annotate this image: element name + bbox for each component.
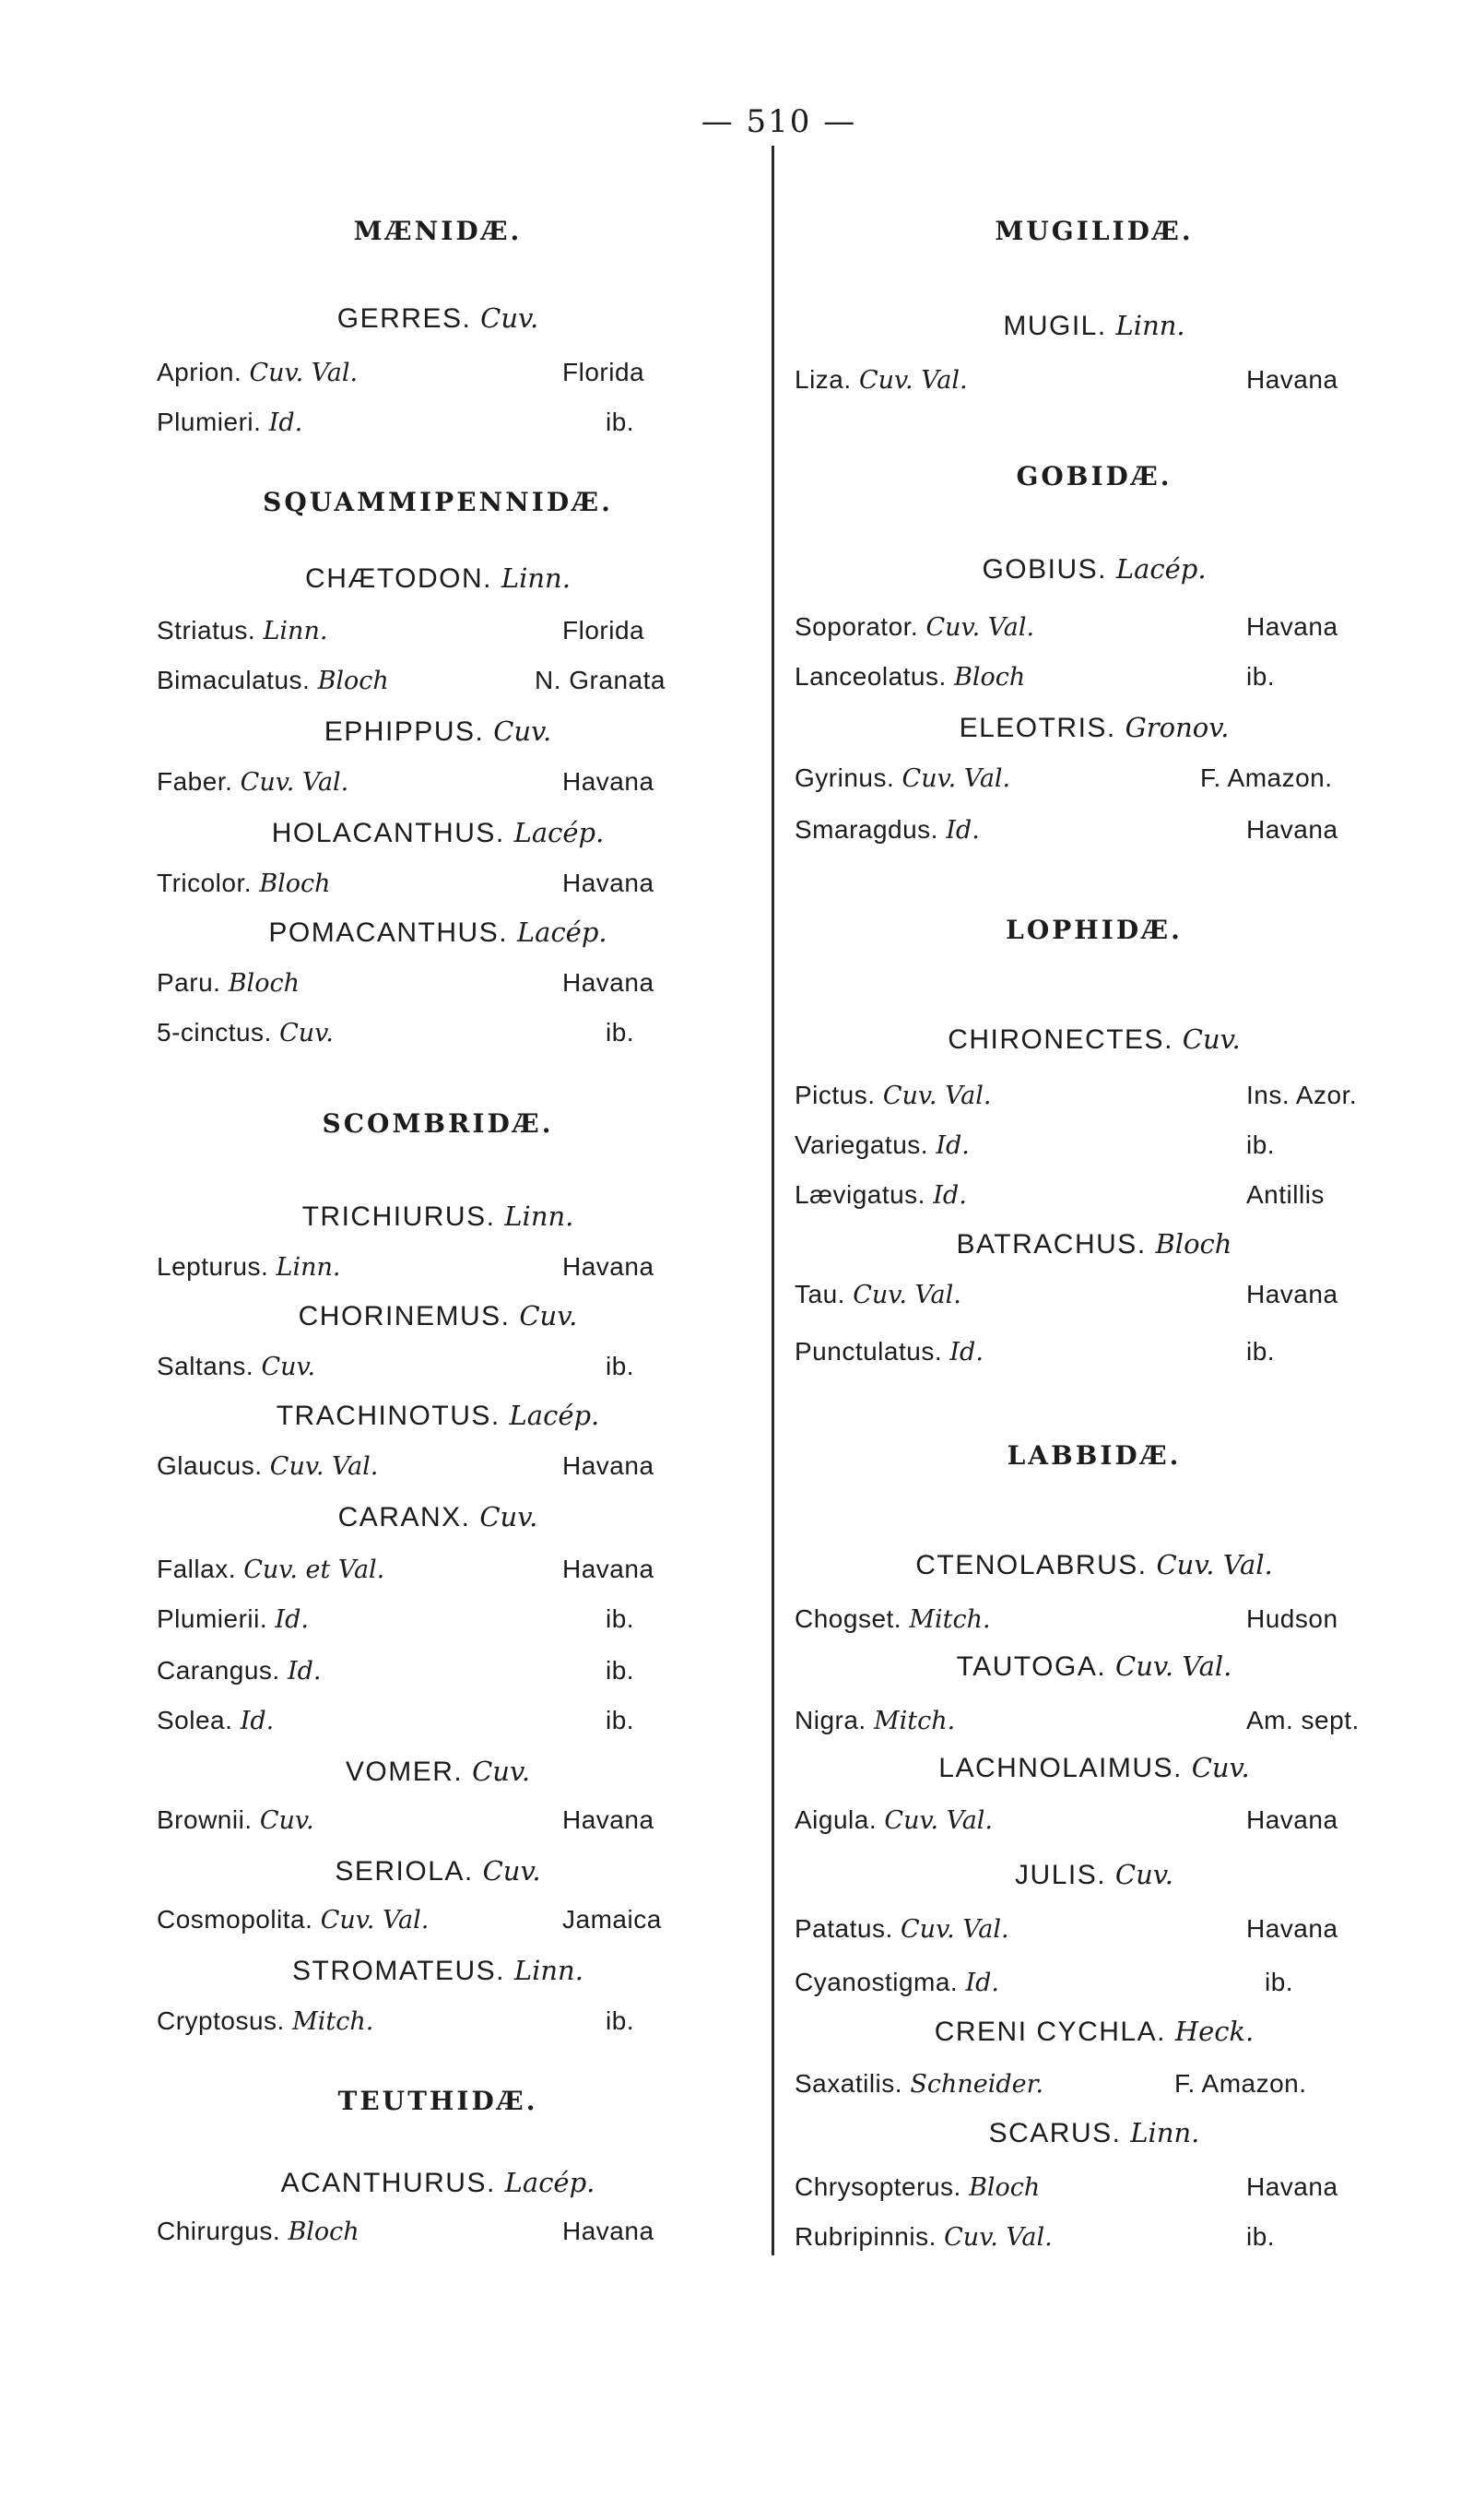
species-row: Rubripinnis. Cuv. Val. ib. (795, 2222, 1276, 2252)
species-row: Nigra. Mitch. Am. sept. (795, 1706, 1360, 1735)
species-row: Tricolor. Bloch Havana (157, 869, 654, 898)
species-row: Solea. Id. ib. (157, 1706, 635, 1735)
species-row: Gyrinus. Cuv. Val. F. Amazon. (795, 763, 1333, 793)
family-heading: SQUAMMIPENNIDÆ. (263, 487, 613, 517)
species-row: Cosmopolita. Cuv. Val. Jamaica (157, 1905, 662, 1934)
genus-heading: CTENOLABRUS. Cuv. Val. (915, 1549, 1273, 1580)
species-row: Saxatilis. Schneider. F. Amazon. (795, 2069, 1307, 2099)
genus-heading: CHIRONECTES. Cuv. (948, 1023, 1241, 1055)
family-heading: MUGILIDÆ. (995, 216, 1194, 246)
genus-heading: TRACHINOTUS. Lacép. (276, 1400, 600, 1431)
species-row: Soporator. Cuv. Val. Havana (795, 612, 1338, 642)
genus-heading: LACHNOLAIMUS. Cuv. (938, 1752, 1250, 1783)
genus-heading: SCARUS. Linn. (988, 2117, 1200, 2148)
species-row: Variegatus. Id. ib. (795, 1130, 1276, 1160)
genus-heading: VOMER. Cuv. (345, 1756, 531, 1787)
genus-heading: SERIOLA. Cuv. (335, 1855, 541, 1887)
genus-heading: JULIS. Cuv. (1015, 1859, 1173, 1890)
genus-heading: BATRACHUS. Bloch (956, 1228, 1232, 1260)
genus-heading: CHORINEMUS. Cuv. (298, 1300, 578, 1331)
genus-heading: EPHIPPUS. Cuv. (324, 716, 552, 747)
species-row: Chrysopterus. Bloch Havana (795, 2172, 1338, 2202)
genus-heading: TAUTOGA. Cuv. Val. (956, 1650, 1232, 1682)
genus-heading: CARANX. Cuv. (337, 1501, 538, 1532)
species-row: Chirurgus. Bloch Havana (157, 2217, 654, 2246)
species-row: Pictus. Cuv. Val. Ins. Azor. (795, 1081, 1358, 1110)
species-row: Smaragdus. Id. Havana (795, 815, 1338, 845)
genus-heading: CHÆTODON. Linn. (305, 562, 571, 594)
species-row: Glaucus. Cuv. Val. Havana (157, 1451, 654, 1481)
species-row: Paru. Bloch Havana (157, 968, 654, 998)
species-row: Lepturus. Linn. Havana (157, 1252, 654, 1282)
species-row: Cryptosus. Mitch. ib. (157, 2006, 635, 2036)
species-row: Aprion. Cuv. Val. Florida (157, 358, 645, 387)
family-heading: MÆNIDÆ. (353, 216, 523, 246)
genus-heading: POMACANTHUS. Lacép. (268, 917, 607, 948)
species-row: Bimaculatus. Bloch N. Granata (157, 666, 666, 695)
species-row: Chogset. Mitch. Hudson (795, 1604, 1338, 1634)
genus-heading: GERRES. Cuv. (336, 302, 539, 334)
species-row: Fallax. Cuv. et Val. Havana (157, 1555, 654, 1584)
species-row: Plumieri. Id. ib. (157, 408, 635, 437)
species-row: Cyanostigma. Id. ib. (795, 1968, 1294, 1997)
page-number: — 510 — (701, 103, 857, 140)
species-row: Patatus. Cuv. Val. Havana (795, 1914, 1338, 1944)
family-heading: LOPHIDÆ. (1006, 915, 1183, 945)
species-row: Saltans. Cuv. ib. (157, 1352, 635, 1381)
genus-heading: ELEOTRIS. Gronov. (959, 712, 1230, 743)
species-row: Brownii. Cuv. Havana (157, 1805, 654, 1835)
species-row: Lævigatus. Id. Antillis (795, 1180, 1325, 1210)
species-row: Lanceolatus. Bloch ib. (795, 662, 1276, 692)
species-row: Striatus. Linn. Florida (157, 616, 645, 645)
genus-heading: ACANTHURUS. Lacép. (280, 2167, 595, 2198)
genus-heading: HOLACANTHUS. Lacép. (271, 817, 605, 848)
family-heading: LABBIDÆ. (1007, 1440, 1182, 1471)
genus-heading: STROMATEUS. Linn. (292, 1955, 583, 1986)
genus-heading: TRICHIURUS. Linn. (301, 1201, 574, 1232)
species-row: Liza. Cuv. Val. Havana (795, 365, 1338, 395)
genus-heading: MUGIL. Linn. (1003, 310, 1185, 341)
species-row: Carangus. Id. ib. (157, 1656, 635, 1686)
species-row: Aigula. Cuv. Val. Havana (795, 1805, 1338, 1835)
species-row: Tau. Cuv. Val. Havana (795, 1280, 1338, 1309)
genus-heading: CRENI CYCHLA. Heck. (934, 2016, 1255, 2047)
family-heading: GOBIDÆ. (1016, 461, 1173, 491)
species-row: Faber. Cuv. Val. Havana (157, 767, 654, 797)
family-heading: TEUTHIDÆ. (337, 2086, 538, 2116)
species-row: 5-cinctus. Cuv. ib. (157, 1018, 635, 1047)
column-divider (772, 146, 774, 2255)
species-row: Plumierii. Id. ib. (157, 1604, 635, 1634)
genus-heading: GOBIUS. Lacép. (982, 553, 1207, 585)
species-row: Punctulatus. Id. ib. (795, 1337, 1276, 1366)
family-heading: SCOMBRIDÆ. (322, 1108, 554, 1139)
